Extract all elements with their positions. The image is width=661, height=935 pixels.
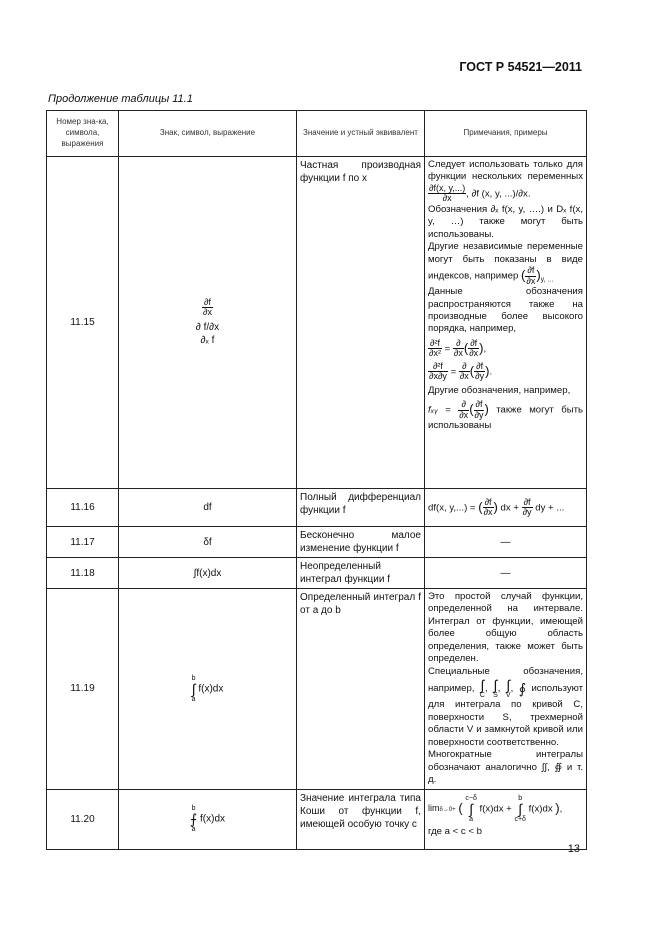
meaning-cell: Полный дифференциал функции f	[297, 489, 425, 527]
symbol-alt-2: ∂ₓ f	[200, 335, 215, 347]
note-paragraph: Многократные интегралы обозначают аналогично ∫∫, ∯ и т. д.	[428, 749, 583, 786]
notes-cell	[425, 157, 587, 489]
symbol-cell: df	[119, 489, 297, 527]
note-paragraph: Это простой случай функции, определенной на интервале. Интеграл от функции, имеющей более общую область определения, также может быть определен.	[428, 591, 583, 665]
note-paragraph: Специальные обозначения, например, ∫ C, ∫ S, ∫ V, ∮ используют для интеграла по кривой C, поверхности S, трехмерной области V и замкнутой кривой или поверхности соответственно.	[428, 665, 583, 748]
table-row	[47, 489, 587, 527]
meaning-cell: Неопределенный интеграл функции f	[297, 558, 425, 589]
note-paragraph: Обозначения ∂ₓ f(x, y, ….) и Dₓ f(x, y, …) также могут быть использованы.	[428, 203, 583, 240]
meaning-cell: Бесконечно малое изменение функции f	[297, 527, 425, 558]
equation-second-derivative: $\frac{\text{∂²f}}{\text{∂x²}}$ = $\frac{\partial}{\partial x}$ ( $\frac{\partial f}{\partial x}$ ),	[429, 337, 487, 359]
equation-mixed-derivative: $\frac{\text{∂²f}}{\partial x\partial y}$ = $\frac{\partial}{\partial x}$ ( $\frac{\partial f}{\partial y}$ ).	[429, 360, 493, 382]
symbol-cell	[119, 157, 297, 489]
meaning-cell: Определенный интеграл f от a до b	[297, 589, 425, 790]
equation-index-notation: fₓᵧ = $\frac{\partial}{\partial x}$ ( $\frac{\partial f}{\partial y}$ ) также могут быть использованы	[428, 399, 583, 431]
row-number: 11.17	[47, 527, 119, 558]
partial-fraction: $\frac{\partial f}{\partial x}$	[203, 296, 212, 317]
table-row	[47, 589, 587, 790]
column-header-symbol: Знак, символ, выражение	[119, 111, 297, 157]
notes-cell	[425, 589, 587, 790]
row-number: 11.20	[47, 789, 119, 849]
note-paragraph: Другие независимые переменные могут быть показаны в виде индексов, например ( $\frac{\partial f}{\partial x}$ )$_{y, ...}$	[428, 241, 583, 286]
table-row	[47, 527, 587, 558]
document-header: ГОСТ Р 54521—2011	[459, 60, 582, 74]
row-number: 11.16	[47, 489, 119, 527]
symbol-cell: b ⨍ a f(x)dx	[119, 789, 297, 849]
note-paragraph: Следует использовать только для функции нескольких переменных $\frac{\partial f(x, y,...)}{\partial x}$ , ∂f (x, y, ...)/∂x.	[428, 159, 583, 204]
symbol-alt-1: ∂ f/∂x	[195, 322, 220, 334]
meaning-cell: Значение интеграла типа Коши от функции f, имеющей особую точку c	[297, 789, 425, 849]
notes-cell	[425, 789, 587, 849]
page-number: 13	[567, 843, 580, 855]
symbol-cell: δf	[119, 527, 297, 558]
notes-cell: —	[425, 527, 587, 558]
notes-cell: —	[425, 558, 587, 589]
definite-integral-symbol: b ∫ a	[191, 674, 196, 703]
note-paragraph: где a < c < b	[428, 825, 483, 837]
symbol-cell: ∫f(x)dx	[119, 558, 297, 589]
math-symbols-table	[46, 110, 587, 850]
table-row	[47, 558, 587, 589]
cauchy-integral-symbol: b ⨍ a	[189, 805, 198, 834]
table-caption: Продолжение таблицы 11.1	[48, 93, 193, 105]
meaning-cell: Частная производная функции f по x	[297, 157, 425, 489]
column-header-meaning: Значение и устный эквивалент	[297, 111, 425, 157]
symbol-cell: b ∫ a f(x)dx	[119, 589, 297, 790]
notes-cell	[425, 489, 587, 527]
note-paragraph: Другие обозначения, например,	[428, 384, 571, 396]
table-row	[47, 789, 587, 849]
table-row	[47, 157, 587, 489]
note-paragraph: Данные обозначения распространяются также на производные более высокого порядка, например,	[428, 286, 583, 335]
column-header-notes: Примечания, примеры	[425, 111, 587, 157]
equation-total-differential: df(x, y,...) = ( $\frac{\partial f}{\partial x}$ ) dx + $\frac{\partial f}{\partial y}$ dy + ...	[428, 496, 565, 517]
equation-cauchy-limit: limδ→0+ ( c−δ ∫ a f(x)dx + b ∫ c+δ f(x)dx ),	[428, 794, 563, 823]
column-header-number: Номер зна-ка, символа, выражения	[47, 111, 119, 157]
row-number: 11.15	[47, 157, 119, 489]
table-header-row	[47, 111, 587, 157]
row-number: 11.18	[47, 558, 119, 589]
row-number: 11.19	[47, 589, 119, 790]
